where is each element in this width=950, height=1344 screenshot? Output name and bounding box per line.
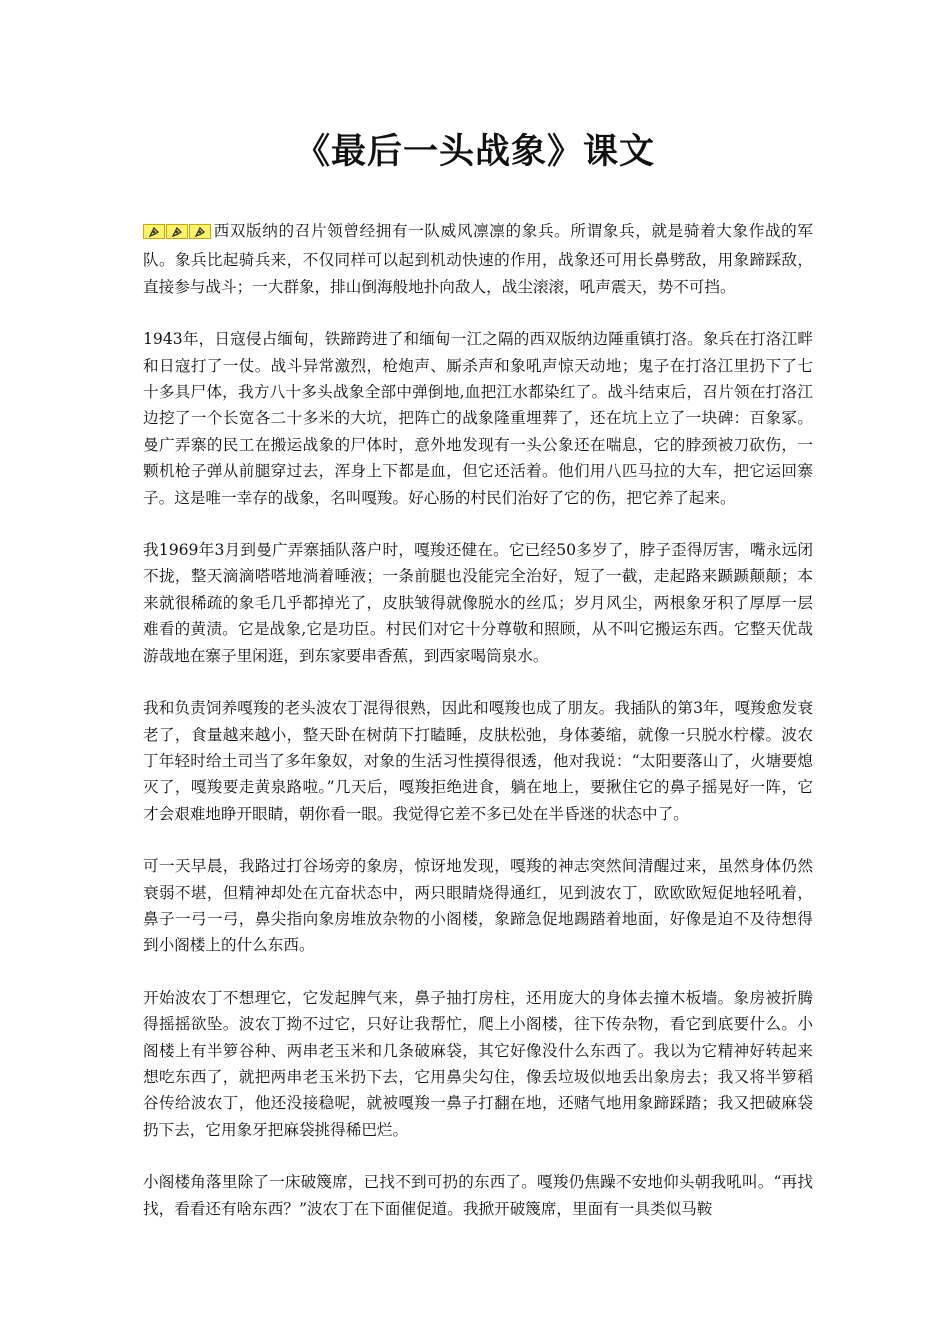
paragraph-4: 我和负责饲养嘎羧的老头波农丁混得很熟，因此和嘎羧也成了朋友。我插队的第3年，嘎羧愈发衰老了，食量越来越小，整天卧在树荫下打瞌睡，皮肤松弛，身体萎缩，就像一只脱水柠檬。波农丁年轻时给土司当了多年象奴，对象的生活习性摸得很透，他对我说：“太阳要落山了，火塘要熄灭了，嘎羧要走黄泉路啦。”几天后，嘎羧拒绝进食，躺在地上，要揪住它的鼻子摇晃好一阵，它才会艰难地睁开眼睛，朝你看一眼。我觉得它差不多已处在半昏迷的状态中了。 bbox=[143, 699, 813, 823]
paragraph-1-text: 西双版纳的召片领曾经拥有一队威风凛凛的象兵。所谓象兵，就是骑着大象作战的军队。象兵比起骑兵来，不仅同样可以起到机动快速的作用，战象还可用长鼻劈敌，用象蹄踩敌，直接参与战斗；一大群象，排山倒海般地扑向敌人，战尘滚滚，吼声震天，势不可挡。 bbox=[143, 222, 813, 296]
paragraph-6: 开始波农丁不想理它，它发起脾气来，鼻子抽打房柱，还用庞大的身体去撞木板墙。象房被折腾得摇摇欲坠。波农丁拗不过它，只好让我帮忙，爬上小阁楼，往下传杂物，看它到底要什么。小阁楼上有半箩谷种、两串老玉米和几条破麻袋，其它好像没什么东西了。我以为它精神好转起来想吃东西了，就把两串老玉米扔下去，它用鼻尖勾住，像丢垃圾似地丢出象房去；我又将半箩稻谷传给波农丁，他还没接稳呢，就被嘎羧一鼻子打翻在地，还赌气地用象蹄踩踏；我又把破麻袋扔下去，它用象牙把麻袋挑得稀巴烂。 bbox=[143, 988, 813, 1139]
paragraph-2: 1943年，日寇侵占缅甸，铁蹄跨进了和缅甸一江之隔的西双版纳边陲重镇打洛。象兵在打洛江畔和日寇打了一仗。战斗异常激烈，枪炮声、厮杀声和象吼声惊天动地；鬼子在打洛江里扔下了七十多具尸体，我方八十多头战象全部中弹倒地,血把江水都染红了。战斗结束后，召片领在打洛江边挖了一个长宽各二十多米的大坑，把阵亡的战象隆重埋葬了，还在坑上立了一块碑：百象冢。曼广弄寨的民工在搬运战象的尸体时，意外地发现有一头公象还在喘息，它的脖颈被刀砍伤，一颗机枪子弹从前腿穿过去，浑身上下都是血，但它还活着。他们用八匹马拉的大车，把它运回寨子。这是唯一幸存的战象，名叫嘎羧。好心肠的村民们治好了它的伤，把它养了起来。 bbox=[143, 330, 813, 507]
paragraph-7: 小阁楼角落里除了一床破篾席，已找不到可扔的东西了。嘎羧仍焦躁不安地仰头朝我吼叫。“再找找，看看还有啥东西？”波农丁在下面催促道。我掀开破篾席，里面有一具类似马鞍 bbox=[143, 1173, 813, 1218]
paragraph-3: 我1969年3月到曼广弄寨插队落户时，嘎羧还健在。它已经50多岁了，脖子歪得厉害，嘴永远闭不拢，整天滴滴嗒嗒地淌着唾液；一条前腿也没能完全治好，短了一截，走起路来踬踬颠颠；本来就很稀疏的象毛几乎都掉光了，皮肤皱得就像脱水的丝瓜；岁月风尘，两根象牙积了厚厚一层难看的黄渍。它是战象,它是功臣。村民们对它十分尊敬和照顾，从不叫它搬运东西。它整天优哉游哉地在寨子里闲逛，到东家要串香蕉，到西家喝筒泉水。 bbox=[143, 541, 813, 665]
paragraph-1 bbox=[143, 218, 813, 300]
elephant-icon bbox=[189, 224, 211, 239]
document-body bbox=[143, 218, 813, 1248]
icon-group bbox=[143, 221, 212, 247]
elephant-icon bbox=[143, 224, 165, 239]
elephant-icon bbox=[166, 224, 188, 239]
page-title: 《最后一头战象》课文 bbox=[294, 131, 655, 172]
paragraph-5: 可一天早晨，我路过打谷场旁的象房，惊讶地发现，嘎羧的神志突然间清醒过来，虽然身体仍然衰弱不堪，但精神却处在亢奋状态中，两只眼睛烧得通红，见到波农丁，欧欧欧短促地轻吼着，鼻子一弓一弓，鼻尖指向象房堆放杂物的小阁楼，象蹄急促地踢踏着地面，好像是迫不及待想得到小阁楼上的什么东西。 bbox=[143, 857, 813, 955]
